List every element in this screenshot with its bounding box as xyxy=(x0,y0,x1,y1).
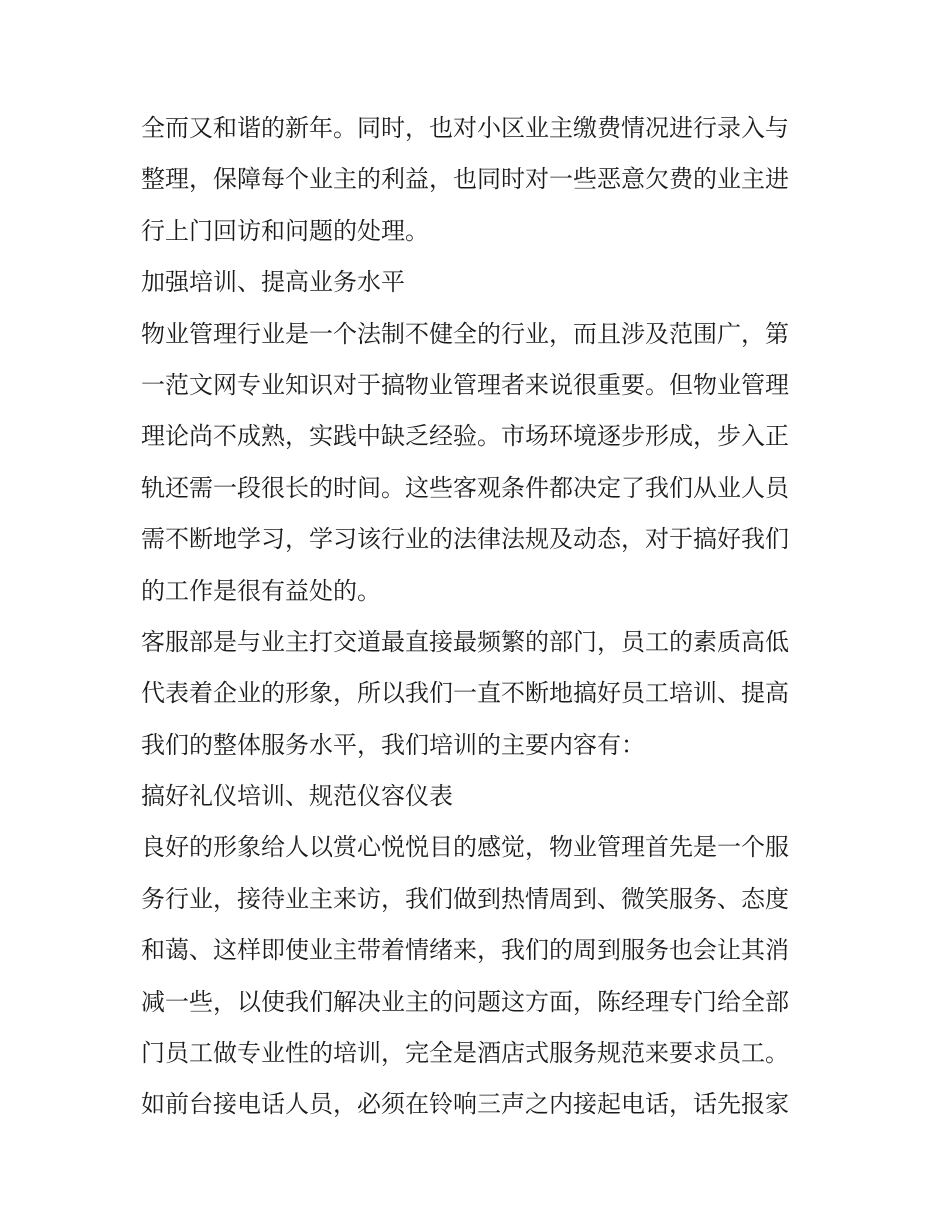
document-body xyxy=(141,103,821,1131)
text-line-20: 如前台接电话人员，必须在铃响三声之内接起电话，话先报家 xyxy=(141,1090,789,1119)
text-line-15: 良好的形象给人以赏心悦悦目的感觉，物业管理首先是一个服 xyxy=(141,833,789,862)
text-line-6: 一范文网专业知识对于搞物业管理者来说很重要。但物业管理 xyxy=(141,370,789,399)
text-line-16: 务行业，接待业主来访，我们做到热情周到、微笑服务、态度 xyxy=(141,884,789,913)
text-line-13: 我们的整体服务水平，我们培训的主要内容有： xyxy=(141,730,645,759)
text-line-8: 轨还需一段很长的时间。这些客观条件都决定了我们从业人员 xyxy=(141,473,789,502)
text-line-9: 需不断地学习，学习该行业的法律法规及动态，对于搞好我们 xyxy=(141,525,789,554)
text-line-12: 代表着企业的形象，所以我们一直不断地搞好员工培训、提高 xyxy=(141,679,789,708)
text-line-7: 理论尚不成熟，实践中缺乏经验。市场环境逐步形成，步入正 xyxy=(141,422,789,451)
section-heading-training: 加强培训、提高业务水平 xyxy=(141,268,405,297)
text-line-3: 行上门回访和问题的处理。 xyxy=(141,216,429,245)
text-line-11: 客服部是与业主打交道最直接最频繁的部门，员工的素质高低 xyxy=(141,627,789,656)
text-line-19: 门员工做专业性的培训，完全是酒店式服务规范来要求员工。 xyxy=(141,1039,789,1068)
text-line-17: 和蔼、这样即使业主带着情绪来，我们的周到服务也会让其消 xyxy=(141,936,789,965)
section-heading-etiquette: 搞好礼仪培训、规范仪容仪表 xyxy=(141,782,453,811)
text-line-5: 物业管理行业是一个法制不健全的行业，而且涉及范围广，第 xyxy=(141,319,789,348)
text-line-10: 的工作是很有益处的。 xyxy=(141,576,381,605)
text-line-18: 减一些，以使我们解决业主的问题这方面，陈经理专门给全部 xyxy=(141,987,789,1016)
text-line-2: 整理，保障每个业主的利益，也同时对一些恶意欠费的业主进 xyxy=(141,165,789,194)
text-line-1: 全而又和谐的新年。同时，也对小区业主缴费情况进行录入与 xyxy=(141,114,789,142)
